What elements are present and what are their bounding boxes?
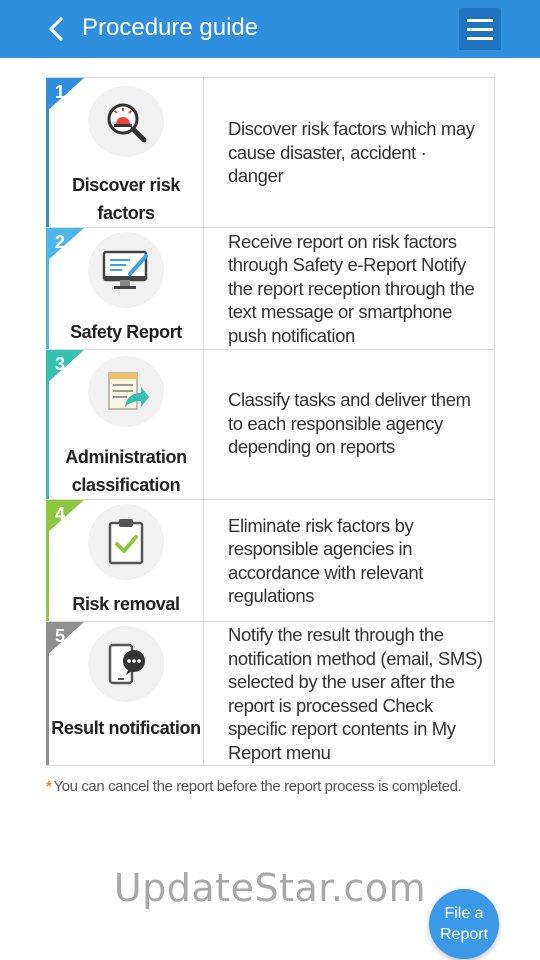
menu-button[interactable] [459,8,501,50]
file-a-report-label-line1: File a [444,905,484,922]
step-number: 2 [55,232,66,252]
step-title: Administration classification [65,447,187,495]
step-description: Notify the result through the notification method (email, SMS) selected by the user after the report is processed Check specific report contents in My Report menu [228,624,483,763]
step-title: Risk removal [72,594,180,614]
file-a-report-button[interactable] [429,889,499,959]
watermark: UpdateStar.com [113,866,427,910]
procedure-step [46,350,495,500]
step-number: 3 [55,354,66,374]
phone-chat-icon [102,639,150,689]
procedure-steps-table [46,77,495,766]
clipboard-check-icon [104,517,148,567]
step-title: Discover risk factors [72,175,180,223]
step-description: Receive report on risk factors through Safety e-Report Notify the report reception through the text message or smartphone push notification [228,230,475,346]
step-description: Discover risk factors which may cause disaster, accident · danger [228,118,475,187]
hamburger-menu-icon [467,19,493,22]
procedure-step [46,622,495,766]
back-button[interactable] [40,12,72,46]
note-text: You can cancel the report before the report process is completed. [53,778,462,795]
step-number: 1 [55,82,66,102]
step-number: 4 [55,504,66,524]
page-title: Procedure guide [82,14,259,41]
step-description: Classify tasks and deliver them to each responsible agency depending on reports [228,389,471,457]
step-number: 5 [55,626,66,646]
procedure-step [46,228,495,350]
cancel-note [46,778,461,795]
document-share-icon [101,367,151,417]
chevron-left-icon [46,16,66,42]
procedure-step [46,78,495,228]
monitor-report-icon [100,246,152,294]
top-app-bar [0,0,540,58]
procedure-step [46,500,495,622]
asterisk-icon: * [46,778,52,795]
step-description: Eliminate risk factors by responsible agencies in accordance with relevant regulations [228,514,424,606]
magnifier-siren-icon [101,97,151,147]
step-title: Safety Report [70,322,182,342]
step-title: Result notification [51,718,201,738]
file-a-report-label-line2: Report [439,926,489,943]
